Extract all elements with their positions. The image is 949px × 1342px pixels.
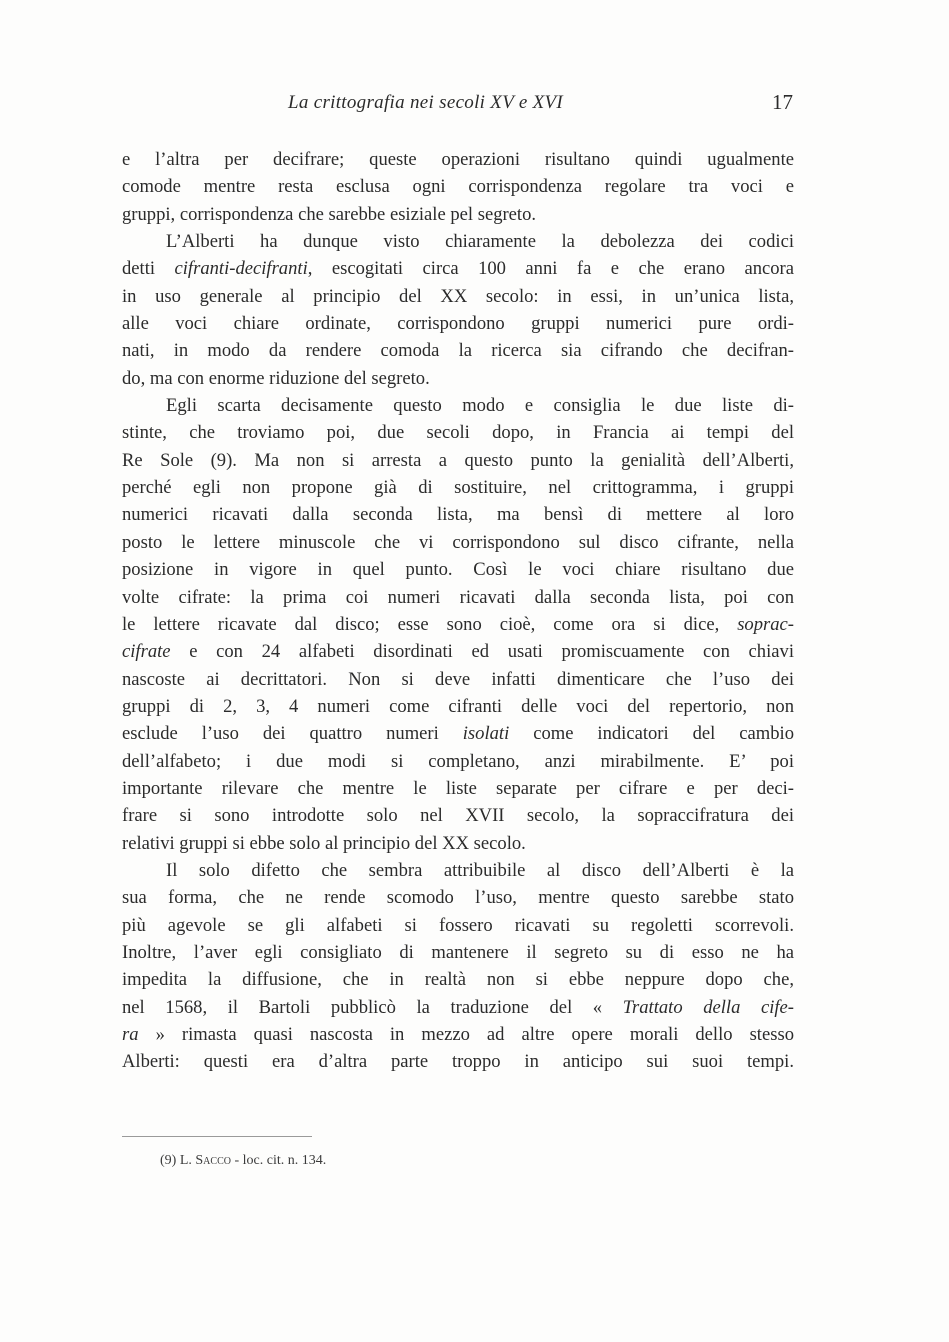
- page-number: 17: [772, 90, 793, 114]
- running-header: [120, 90, 795, 120]
- text-line: relativi gruppi si ebbe solo al principio del XX secolo.: [122, 832, 526, 854]
- footnote-marker: (9): [160, 1153, 177, 1168]
- text-line: importante rilevare che mentre le liste separate per cifrare e per deci-: [122, 777, 794, 799]
- text-line: nati, in modo da rendere comoda la ricerca sia cifrando che decifran-: [122, 340, 794, 362]
- text-line: esclude l’uso dei quattro numeri isolati come indicatori del cambio: [122, 723, 795, 745]
- text-line: nel 1568, il Bartoli pubblicò la traduzione del « Trattato della cife-: [122, 996, 794, 1018]
- footnote-rule: [122, 1136, 312, 1137]
- italic-term: isolati: [462, 723, 510, 745]
- text-line: perché egli non propone già di sostituire, nel crittogramma, i gruppi: [122, 477, 794, 499]
- text-line: volte cifrate: la prima coi numeri ricavati dalla seconda lista, poi con: [122, 586, 794, 608]
- text-line: nascoste ai decrittatori. Non si deve infatti dimenticare che l’uso dei: [122, 668, 794, 690]
- running-title: La crittografia nei secoli XV e XVI: [288, 92, 564, 113]
- text-line: impedita la diffusione, che in realtà non si ebbe neppure dopo che,: [122, 969, 794, 991]
- italic-term: soprac-: [737, 613, 794, 635]
- text-line: stinte, che troviamo poi, due secoli dopo, in Francia ai tempi del: [122, 422, 794, 444]
- text-line: posizione in vigore in quel punto. Così le voci chiare risultano due: [122, 559, 794, 581]
- footnote: [160, 1153, 326, 1169]
- text-line: Re Sole (9). Ma non si arresta a questo punto la genialità dell’Alberti,: [122, 449, 794, 471]
- text-line: ra » rimasta quasi nascosta in mezzo ad altre opere morali dello stesso: [122, 1024, 794, 1045]
- text-line: Il solo difetto che sembra attribuibile al disco dell’Alberti è la: [166, 859, 794, 881]
- text-line: posto le lettere minuscole che vi corrispondono sul disco cifrante, nella: [122, 531, 794, 553]
- italic-term: cifrate: [122, 641, 171, 663]
- text-line: più agevole se gli alfabeti si fossero ricavati su regoletti scorrevoli.: [122, 914, 794, 936]
- text-line: comode mentre resta esclusa ogni corrispondenza regolare tra voci e: [122, 176, 794, 198]
- italic-title: Trattato della cife-: [622, 996, 794, 1018]
- italic-title: ra: [122, 1024, 139, 1045]
- footnote-author-initial: L.: [179, 1153, 192, 1168]
- text-line: detti cifranti-decifranti, escogitati circa 100 anni fa e che erano ancora: [122, 258, 794, 280]
- italic-term: cifranti-decifranti: [174, 258, 308, 280]
- footnote-citation: - loc. cit. n. 134.: [234, 1153, 327, 1168]
- text-line: Inoltre, l’aver egli consigliato di mantenere il segreto su di esso ne ha: [122, 941, 794, 963]
- text-line: Alberti: questi era d’altra parte troppo in anticipo sui suoi tempi.: [122, 1051, 794, 1073]
- text-line: gruppi di 2, 3, 4 numeri come cifranti delle voci del repertorio, non: [122, 695, 794, 717]
- text-line: le lettere ricavate dal disco; esse sono cioè, come ora si dice, soprac-: [122, 613, 794, 635]
- body-text: [122, 146, 794, 1076]
- text-line: Egli scarta decisamente questo modo e consiglia le due liste di-: [166, 395, 794, 417]
- footnote-author-name: Sacco: [195, 1153, 231, 1168]
- text-line: dell’alfabeto; i due modi si completano, anzi mirabilmente. E’ poi: [122, 750, 794, 772]
- text-line: cifrate e con 24 alfabeti disordinati ed usati promiscuamente con chiavi: [122, 641, 794, 663]
- text-line: sua forma, che ne rende scomodo l’uso, mentre questo sarebbe stato: [122, 887, 794, 909]
- text-line: frare si sono introdotte solo nel XVII secolo, la sopraccifratura dei: [122, 805, 794, 827]
- text-line: in uso generale al principio del XX secolo: in essi, in un’unica lista,: [122, 285, 794, 307]
- text-line: do, ma con enorme riduzione del segreto.: [122, 367, 430, 389]
- text-line: L’Alberti ha dunque visto chiaramente la debolezza dei codici: [166, 231, 794, 253]
- text-line: numerici ricavati dalla seconda lista, ma bensì di mettere al loro: [122, 504, 794, 526]
- text-line: gruppi, corrispondenza che sarebbe esiziale pel segreto.: [122, 203, 537, 225]
- text-line: alle voci chiare ordinate, corrispondono gruppi numerici pure ordi-: [122, 313, 794, 335]
- text-line: e l’altra per decifrare; queste operazioni risultano quindi ugualmente: [122, 149, 794, 170]
